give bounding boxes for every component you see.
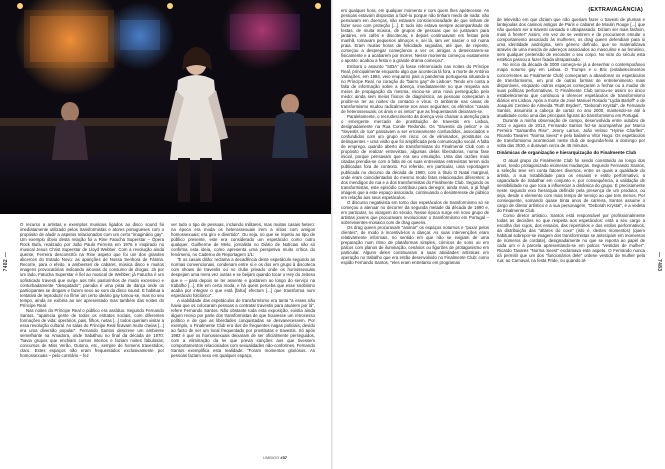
paragraph: Os drag queen procuravam "animar" os espaços noturnos e "puxar pelos clientes", de modo a incentivá-los a dançar. As suas intervenções eram relativamente informais, no sentido em que não se exigiam de uma preparação num ritmo de plataformas simples, cómicos de sons ou em palcos com planos de iluminação, cenários ou figurões de protagonismo em particular. Alguns deles continuaram a suas atividades artísticas em operação no trabalho que era então desenvolvido no Finalmente Club: como espião Fernando Santos, "eles eram entretanto em programas: [341, 225, 489, 266]
paragraph: Durante a minha observação de campo, desenvolvida entre outubro de 2011 e agosto de 2013, Fernando Santos fez-se acompanhar por Marco Ferreira "Samantha Rise", Jenny Larrue, João Veloso "Hymie Charlles", Ricardo Tavares "Norma Seest" e pelo bailarino Vitor Hugo. Os espetáculos de transformismo aconteciam neste club de segunda-feira a domingo por volta das 3h30, e duravam cerca de 45 minutos.: [497, 117, 645, 149]
subheading: Dinâmicas de organização e hierarquização do Finalmente Club: [497, 150, 637, 156]
paragraph: A viabilidade das espetáculos de transformismo era tanta "a esses não havia que os colocaram pessoas a contratar travestis para atuarem por lá", refere Fernando Santos. Não obstante toda esta exposição, existia ainda algum receio por parte dos transformistas de que houvesse um retrocesso político e de que as liberdades conquistadas se desvanecessem. Por exemplo, o Finalmente Club era dos de frequentes nagas policiais, devido ao facto de ser um local frequentado por prostitutas e travestis. Só após 1982 é que os homossexuais deixaram de ser oficialmente perseguidos, com a eliminação da lei que previa sanções aos que tivessem comportamentos relacionados com sexualidades não-conformes. Fernando Santos exemplifica esta realidade: "Foram momentos gloriosos. As pessoas faziam sexo em qualquer espaço,: [171, 297, 315, 359]
paragraph: Como diretor artístico, Santos está responsável por profissionalmente todas as decisões no que respeita aos espetáculos: está a seu cargo a escolha dos cujos, dos ensaios, das repertórios e dos estilos performativos, da distribuição das "altares do coxe" (isto é, destes momentos) (quem habitual sobrepor-se imagem dos transformistas se antecipam em momentos de números de cordate), designadamente no que se reporta ao papel de cada um e à parcela apresentando-se em palcos "vestidos de mulher". Ricardo Tavares "Norma Seest" exclamava este aspeto. O Fernando nunca irá permitir que um dos "funcionários dele" ordene vestido de mulher pela rua; ao Carnaval, na festa Pride, ou quando al-: [497, 213, 645, 264]
nightclub-photo: [0, 0, 332, 214]
photo-illustration: [0, 0, 332, 214]
paragraph: de televisão em que diziam que não queriam fazer o travesti de plumas e lantejoulas dos casinos antigos de Paris e cabaret de Moulin Rouge [...] que não queriam ser a travesti cansado e ultrapassado. Diziam ser mais fashion, mais à frente!" Assim, em vez de se vestirem e de procurarem emular o comportamento associado às mulheres, os drag queen defendiam para si uma identidade andrógina, sem género definido, que se materializava através de uma mescla de adereços associados ao masculino e ao feminino, sem qualquer pretensão de esconder o seu corpo. No virar do século esta estética passou a fazer fixada ultrapassado.: [497, 17, 645, 63]
magazine-footer: [263, 455, 287, 460]
quote-paragraph: "E os casais dirão: reclama a decadência deste espetáculo segundo as normas convencionais, condenam entre si e os dos em grupo à discoteca com shows de travestis ou no clube privado onde os homossexuais despejam uma mera vez outras e se beijam quando tocar o Hey do Jeitoso que e – para depois se ter assente e gostarem ao longo do serviço na trabalho [...]. Ele em certa moda, e há quem perceba que esse snobismo acaba por integrar o que está [falso] efectum [...] que transforma num espetáculo folclórico".: [171, 257, 315, 298]
footer-issue: #37: [280, 455, 288, 460]
page-number-left: 7482 —: [3, 252, 9, 272]
paragraph: em qualquer hora, em qualquer momento e com quem lhes apetecesse. As pessoas estavam dispostas a fazê-lo porque não tinham medo de nada: não pensavam em doenças, não estavam conscienciosidade de que tinham de fazer sexo com proteção [...]. E tudo isto estava sempre acompanhado de festas, de muita música, de grupos de pessoas que se juntavam para jantares, em cafés e discotecas, e depois continuavam em festas pela manhã, tomavam pequenos almoços e, sei lá, iam ver nascer o sol numa praia. Eram muitas horas de felicidade seguidas, até que, de repente, começou a despregar começámos a ver os amigos a deteriorarem-se fisicamente e a acabarem por morrer. Nesse momento começou exatamente o aposto: acabou a festa e a grande drama começou".: [341, 8, 489, 64]
right-column-2: [497, 17, 645, 264]
paragraph: Embora o assunto "SIDA" já fosse referenciado nas noites do Príncipe Real, principalmente enquanto algo que acontecia lá fora, a morte de António Variações, em 1984, veio enquanto pais a pandemia portuguesa situando-a no Príncipe Real, no coração do "bairro gay" de Lisboa⁹. Tendo em conta a falta de informação sobre a doença, imediatamente no que respeita aos meios de propagação da mesma, iniciou-se uma nova perseguição pelo medo: ainda sem meios físicos de diagnóstico, as pessoas começaram a proibir-se ter as noites do contacto e vírus. O ambiente nas casas de transformismo mudou radicalmente nos anos seguintes; os efémitos "casais de heterossexuais, os amis e os netos" que as frequentavam deixaram-se.: [341, 63, 489, 114]
paragraph: O recurso a artistas e exemplos musicais ligados ao disco sound foi imediatamente utilizado pelos transformistas e atores portugueses com o propósito de aludir a aspetos relacionados com um certo "imaginário gay". Um exemplo óbvio desta relação foi a Rine Fatucha Superstar – Ópera Rock Bufa, realizado por João Paulo Ferreira em 1976 e inspirado no musical Jesus Christ Superstar de Lloyd Webber. Com a revolução ainda quente, Ferreira desconstrói na Rine aspeto que foi um dos grandes alicerces do Estado Novo: as aparições de Nossa Senhora de Fátima. Recorre, para o efeito, a ambientes de cabaret, música disco e muitos imagens provocatórias indicando alcovas do consumo de drogas. Já por um lado, Fatucha Superstar é fiel ao musical de Webber; já Fatucha é um sofisticado travesti que surge aos três pastorinhos de modo excessivo e conturbadamente "desquitado"; parodia é uma pista de dança onde os participantes se drogam e fazem sexo ao som da disco sound. E habitua a tentativa de reproduzir no filme um certo ideário gay tornou-se, mas no seu tempo, ainda se exibiria ao ser apresentado mas também das noites do Príncipe Real.: [20, 222, 164, 308]
right-column-1: [341, 8, 489, 265]
section-tag: (EXTRAVAGÂNCIA): [588, 7, 643, 13]
paragraph: ver tudo o tipo de pessoas, incluindo militares, mas muitas casais hetero: na época era moda os heterossexuais irem a sítios com amigos homossexuais; era giro e divertido". Ou seja, no que se repetiu ao tipo de público presente, este era considerado um espetáculo como outro qualquer. Guilherme de Melo, jornalista no Diário de Notícias não só confirma esta ideia, como apresenta uma perspetiva muito crítica do fenómeno, no Caderno de Reportagem 1/1:: [171, 222, 315, 258]
left-column-2: [171, 222, 315, 358]
footer-magazine: UMBIGO: [263, 455, 280, 460]
page-number-right: — 7483: [656, 252, 662, 272]
paragraph: Nas noites do Príncipe Real o público era assíduo. Segundo Fernando Santos, "aparecia gente de todos os estratos sociais, com diferentes formações de vida: operários, pais, filhos, netas [...] todos queriam visitar a essa revolução cultural. As salas do Príncipe Real ficavam muito cheias [...] era uma diversão popular". Fernando Santos descreve um ambiente semelhante na Amadora, onde trabalhou no final da década de 1970: "havia grupos que enchiam cursos inteiros e faziam noites fabulosas; concursos de Miss Verão, Outono, etc., sempre de homens travestidos, claro. Estes espaços não eram frequentados exclusivamente por homossexuais – pelo contrário – fez: [20, 307, 164, 359]
paragraph: Paralelamente, o recrudescimento da doença veio chamar a atenção para o emergente mercado de prostituição de travestis em Lisboa, designadamente na Rua Conde Redondo. Os "travestis da pelica" e os "travestis de rua" passavam a ser erroneamente confundidos, associados e confundidos com um grupo em risco: os de eliminados, prostitutos ou delinquentes – uma visão que foi amplificada pela comunicação social. A falta de emprego, quando aberto de transformistas do Finalmente Club com o propósito de realizar entrevistas, algumas delas liberadoras, numa fase inicial, porque pensavam que era seu emulação. Uma das razões mais citadas prendia-se com a falta de os suas entrevistas entrevistas terem sido publicadas fora de contexto. Foi referido, em particular, uma reportagem publicada no decurso da década de 1980, com a título O Natal marginal, onde eram coincidentados do mesmo modo fatos relacionados diferentes: a dos mendigos de rua e a dos transformistas do Finalmente Club. Segundo os transformistas, este episódio contribuiu para denegrir, ainda mais, a já frágil imagem que a este espaço associado, continuando o desinteresse de público em relação aos seus espetáculos.: [341, 113, 489, 200]
paragraph: No início da década de 2000 começa-se já a desenhar o contemporâneo mapa noturno gay em Lisboa. O Trumps e o Bric (estabelecimentos concorrentes ao Finalmente Club) começaram a abandonar os espetáculos de transformismo, em prol de outras formas de entretenimento mais disponíveis, enquanto outros espaços começaram a fechar ou a mudar de suas políticas performativas. O Finalmente Club tornou-se assim no único estabelecimento que continuou a oferecer espetáculos de transformismo diários em Lisboa. Após a morte de José Manuel Rosado "Lydia Barloff" e de Joaquim Centeio de Almeida "Ruth Bryden", "Deborah Krystal", de Fernando Santos, assumiria a cabeça de cartaz no ano 2000, mantendo-se até à atualidade como uma das principais figuras do transformismo em Portugal.: [497, 62, 645, 118]
left-page: [0, 0, 332, 469]
left-column-1: [20, 222, 164, 358]
paragraph: O discurso negativista em torno dos espetáculos de transformismo só se começou a atenuar no decorrer da segunda metade da década de 1990 e, em particular, no virargem do século. Nesse época surge em novo grupo de artistas jovens que procuravam revolucionar o transformismo em Portugal – sobreviventes-mosaico com de drag queens.: [341, 199, 489, 225]
paragraph: O atual grupo do Finalmente Club foi sendo constituído ao longo dos anos, tendo protagonizado inúmeras mudanças. Segundo Fernando Santos, a seleção teve em conta fatores diversos, entre os quais a qualidade do artista, a sua notabilidade para os ensaios e estilo performativo, a capacidade de trabalhar em conjunto e, por consequência, a validação de sensibilidade no que toca a influenciar a dinâmica do grupo. É precisamente neste segundo eixo hierarquia definido pela presença de um produtor, ou seja, desde o elemento com mais tempo de serviço ao que tem menos. Por consequente, somando quase trinta anos de carreira, Santos assume o cargo de diretor artístico e a sua personagem, "Deborah Krystal", é a vedeta do Finalmente Club.: [497, 157, 645, 213]
